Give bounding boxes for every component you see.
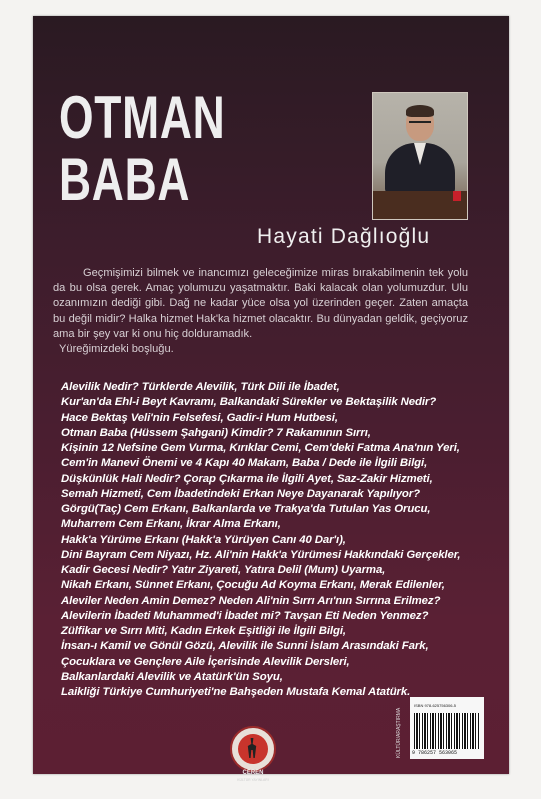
topic-item: Zülfikar ve Sırrı Miti, Kadın Erkek Eşitliği ile İlgili Bilgi,: [61, 625, 346, 637]
topic-item: Alevilik Nedir? Türklerde Alevilik, Türk Dili ile İbadet,: [61, 381, 340, 393]
topics-list: [61, 380, 506, 700]
topic-item: Dini Bayram Cem Niyazı, Hz. Ali'nin Hakk'a Yürümesi Hakkındaki Gerçekler,: [61, 548, 461, 561]
photo-glasses: [409, 121, 431, 127]
topic-item: Aleviler Neden Amin Demez? Neden Ali'nin Sırrı Arı'nın Sırrına Erilmez?: [61, 594, 441, 607]
title-line-2: BABA: [59, 146, 191, 213]
topic-item: Kişinin 12 Nefsine Gem Vurma, Kırıklar Cemi, Cem'deki Fatma Ana'nın Yeri,: [61, 442, 460, 454]
photo-hair: [406, 105, 434, 117]
category-label: KÜLTÜR/ARAŞTIRMA: [396, 707, 402, 758]
barcode-digits: 9 786257 563065: [412, 750, 458, 756]
title-line-1: OTMAN: [59, 84, 226, 151]
topic-item: Hakk'a Yürüme Erkanı (Hakk'a Yürüyen Canı 40 Dar'ı),: [61, 533, 346, 546]
topic-item: Nikah Erkanı, Sünnet Erkanı, Çocuğu Ad Koyma Erkanı, Merak Edilenler,: [61, 579, 445, 592]
author-name: Hayati Dağlıoğlu: [257, 225, 431, 248]
topic-item: Laikliği Türkiye Cumhuriyeti'ne Bahşeden Mustafa Kemal Atatürk.: [61, 686, 411, 698]
topic-item: Otman Baba (Hüssem Şahgani) Kimdir? 7 Rakamının Sırrı,: [61, 426, 371, 439]
topic-item: İnsan-ı Kamil ve Gönül Gözü, Alevilik ile Sunni İslam Arasındaki Fark,: [61, 640, 429, 653]
topic-item: Kadir Gecesi Nedir? Yatır Ziyareti, Yatıra Delil (Mum) Uyarma,: [61, 564, 386, 576]
author-photo: [372, 92, 468, 220]
intro-paragraph: Geçmişimizi bilmek ve inancımızı geleceğimize miras bırakabilmenin tek yolu da bu olsa gerek. Amaç yolumuzu yaşatmaktır. Baki kalacak olan yolumuzdur. Ulu ozanımızın dediği gibi. Dağ ne kadar yüce olsa yol üzerinden geçer. Zaten amaçta bu değil midir? Halka hizmet Hak'ka hizmet olacaktır. Bu dünyadan geldik, geçiyoruz ama bir şey var ki onu hiç dolduramadık.: [53, 267, 468, 340]
topic-item: Semah Hizmeti, Cem İbadetindeki Erkan Neye Dayanarak Yapılıyor?: [61, 487, 420, 500]
topic-item: Kur'an'da Ehl-i Beyt Kavramı, Balkandaki Sürekler ve Bektaşilik Nedir?: [61, 396, 437, 409]
topic-item: Balkanlardaki Alevilik ve Atatürk'ün Soyu,: [61, 670, 283, 683]
photo-flag: [453, 191, 461, 201]
intro-closing-line: Yüreğimizdeki boşluğu.: [59, 343, 174, 356]
topic-item: Çocuklara ve Gençlere Aile İçerisinde Alevilik Dersleri,: [61, 655, 350, 668]
intro-text: [53, 266, 468, 357]
publisher-subtitle: KÜLTÜR YAYINLARI: [237, 778, 269, 782]
isbn-text: ISBN 978-625756306-5: [414, 703, 457, 708]
topic-item: Cem'in Manevi Önemi ve 4 Kapı 40 Makam, Baba / Dede ile İlgili Bilgi,: [61, 457, 428, 470]
topic-item: Alevilerin İbadeti Muhammed'i İbadet mi? Tavşan Eti Neden Yenmez?: [61, 609, 429, 622]
topic-item: Görgü(Taç) Cem Erkanı, Balkanlarda ve Trakya'da Tutulan Yas Orucu,: [61, 503, 431, 515]
topic-item: Düşkünlük Hali Nedir? Çorap Çıkarma ile İlgili Ayet, Saz-Zakir Hizmeti,: [61, 472, 433, 485]
barcode-icon: [414, 713, 480, 749]
publisher-logo: [230, 726, 276, 772]
publisher-name: CEREN: [242, 770, 264, 776]
topic-item: Muharrem Cem Erkanı, İkrar Alma Erkanı,: [61, 518, 281, 531]
topic-item: Hace Bektaş Veli'nin Felsefesi, Gadir-i Hum Hutbesi,: [61, 411, 338, 424]
